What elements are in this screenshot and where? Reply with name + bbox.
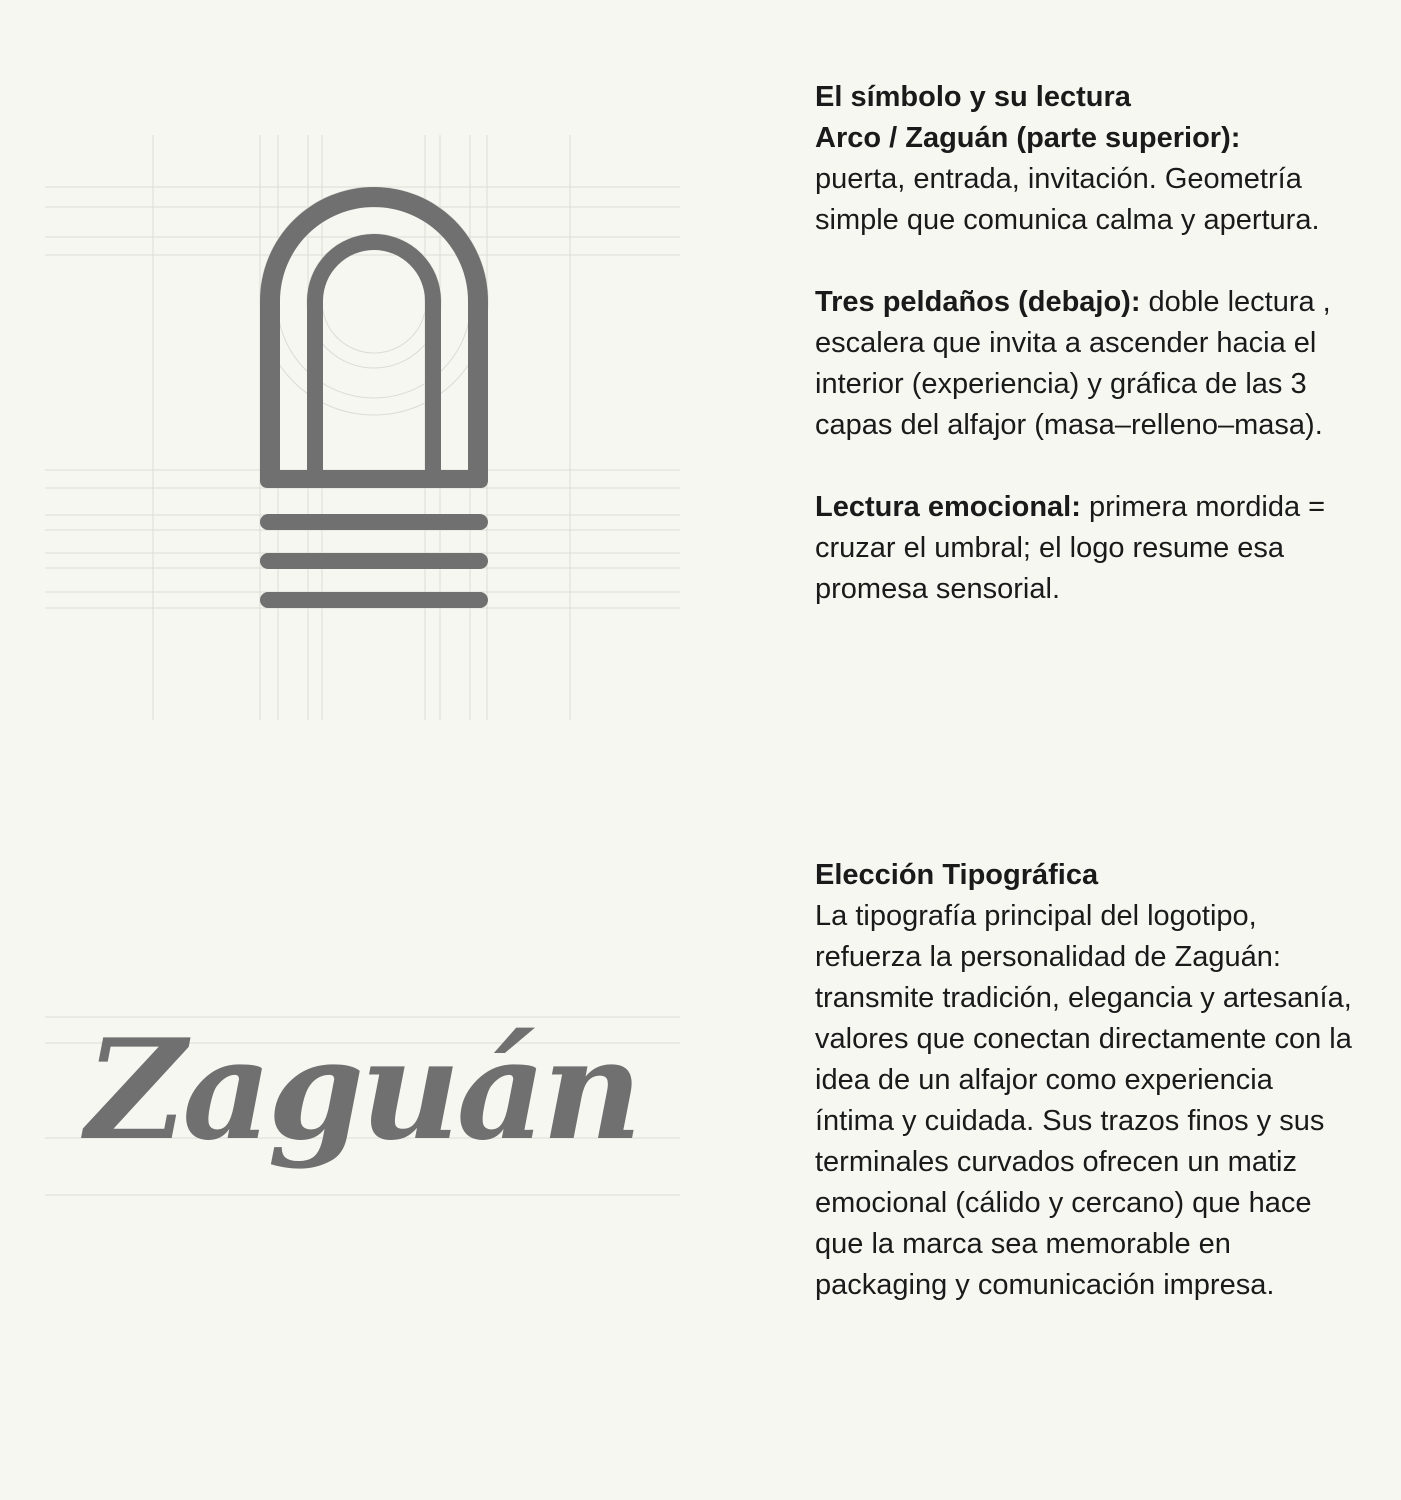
steps-text: doble lectura , escalera que invita a ascender hacia el interior (experiencia) y gráfica de las 3 capas del alfajor (masa–relleno–masa). (815, 286, 1331, 441)
wordmark-svg (40, 995, 685, 1205)
spacer (815, 446, 1355, 487)
base-step (260, 470, 488, 488)
typography-body: La tipografía principal del logotipo, refuerza la personalidad de Zaguán: transmite tradición, elegancia y artesanía, valores que conectan directamente con la idea de un alfajor como experiencia íntima y cuidada. Sus trazos finos y sus terminales curvados ofrecen un matiz emocional (cálido y cercano) que hace que la marca sea memorable en packaging y comunicación impresa. (815, 900, 1352, 1301)
logo-symbol-construction (40, 130, 685, 730)
symbol-explanation (815, 77, 1355, 610)
step-3 (260, 592, 488, 608)
construction-grid (45, 135, 680, 720)
step-1 (260, 514, 488, 530)
typography-heading: Elección Tipográfica (815, 859, 1099, 891)
steps-paragraph (815, 282, 1355, 446)
spacer (815, 241, 1355, 282)
step-2 (260, 553, 488, 569)
steps-label: Tres peldaños (debajo): (815, 286, 1141, 318)
arch-shape (260, 187, 488, 488)
emotion-text: primera mordida = cruzar el umbral; el logo resume esa promesa sensorial. (815, 491, 1326, 605)
logo-wordmark-construction (40, 995, 685, 1205)
symbol-heading: El símbolo y su lectura (815, 81, 1131, 113)
emotion-paragraph (815, 487, 1355, 610)
arch-steps-symbol (40, 130, 685, 730)
inner-arch-shape (307, 234, 441, 470)
emotion-label: Lectura emocional: (815, 491, 1081, 523)
wordmark: Zaguán (85, 1008, 639, 1171)
typography-explanation (815, 855, 1355, 1306)
arch-label: Arco / Zaguán (parte superior): (815, 122, 1241, 154)
arch-text: puerta, entrada, invitación. Geometría simple que comunica calma y apertura. (815, 163, 1320, 236)
